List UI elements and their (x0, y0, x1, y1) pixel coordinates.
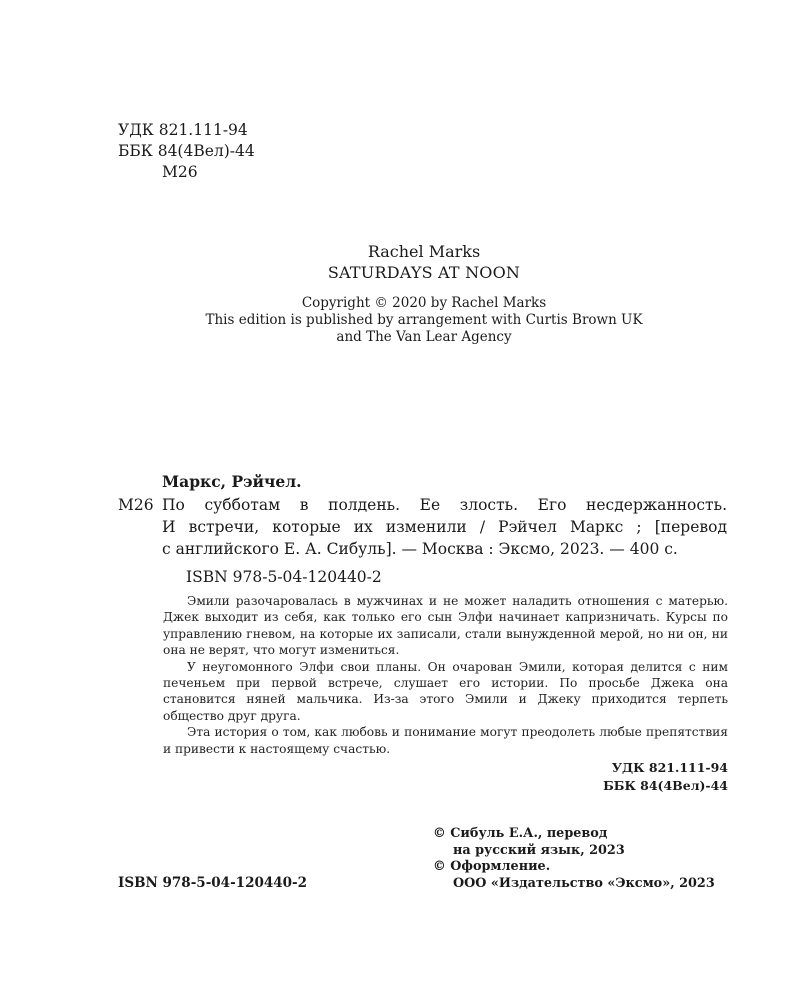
bibliographic-description-line: с английского Е. А. Сибуль]. — Москва : Эксмо, 2023. — 400 с. (162, 540, 678, 558)
annotation-paragraph: Эмили разочаровалась в мужчинах и не может наладить отношения с матерью. Джек выходит из себя, как только его сын Элфи начинает капризничать. Курсы по управлению гневом, на которые их записали, стали вынужденной мерой, но ни он, ни она не верят, что могут измениться. (163, 594, 728, 658)
original-title: SATURDAYS AT NOON (327, 263, 521, 282)
bibliographic-isbn: ISBN 978-5-04-120440-2 (186, 568, 382, 586)
udk-code: УДК 821.111-94 (118, 121, 248, 139)
bibliographic-author-heading: Маркс, Рэйчел. (162, 472, 302, 491)
udk-code-repeat: УДК 821.111-94 (611, 760, 728, 775)
annotation-paragraph: Эта история о том, как любовь и понимание могут преодолеть любые препятствия и привести к настоящему счастью. (163, 725, 728, 756)
translation-copyright-cont: на русский язык, 2023 (453, 843, 625, 858)
bibliographic-description-line: И встречи, которые их изменили / Рэйчел Маркс ; [перевод (162, 518, 727, 536)
bibliographic-description-line: По субботам в полдень. Ее злость. Его несдержанность. (162, 496, 727, 514)
copyright-line: This edition is published by arrangement with Curtis Brown UK (205, 312, 643, 328)
original-author: Rachel Marks (367, 242, 481, 261)
isbn-bottom: ISBN 978-5-04-120440-2 (118, 875, 308, 891)
translation-copyright: © Сибуль Е.А., перевод (433, 826, 608, 841)
bbk-code-repeat: ББК 84(4Вел)-44 (603, 778, 728, 793)
author-mark: М26 (162, 163, 198, 181)
copyright-line: and The Van Lear Agency (336, 329, 512, 345)
bibliographic-author-mark: М26 (118, 496, 154, 514)
annotation-block (163, 593, 728, 757)
bbk-code: ББК 84(4Вел)-44 (118, 142, 255, 160)
copyright-line: Copyright © 2020 by Rachel Marks (301, 295, 547, 311)
design-copyright: © Оформление. (433, 859, 551, 874)
annotation-paragraph: У неугомонного Элфи свои планы. Он очарован Эмили, которая делится с ним печеньем при первой встрече, слушает его истории. По просьбе Джека она становится няней мальчика. Из-за этого Эмили и Джеку приходится терпеть общество друг друга. (163, 659, 728, 723)
design-copyright-cont: ООО «Издательство «Эксмо», 2023 (453, 876, 715, 891)
